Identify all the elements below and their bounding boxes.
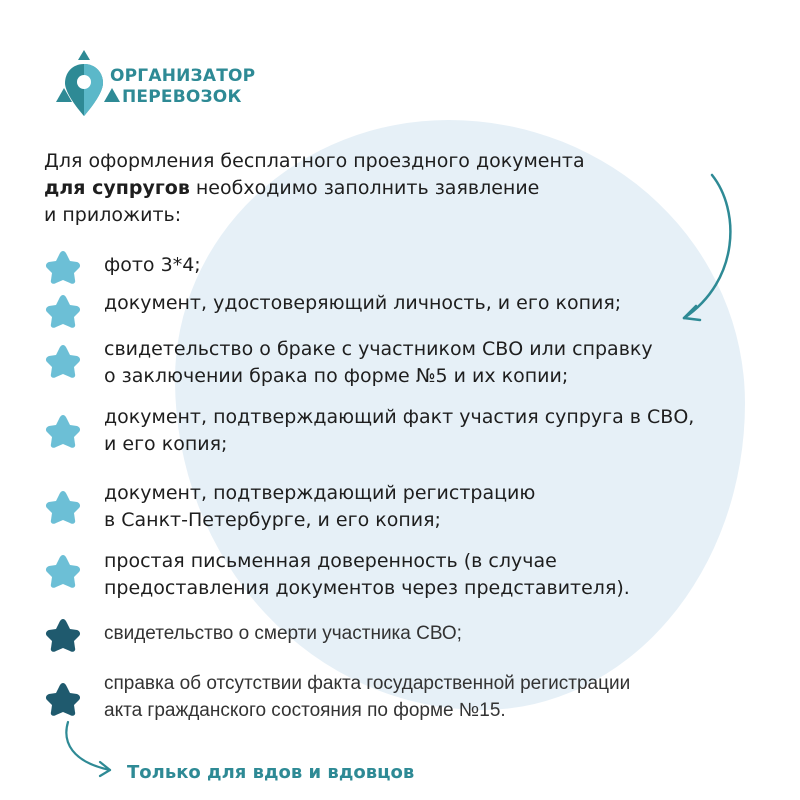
list-item-line-1: справка об отсутствии факта государственной регистрации <box>104 673 631 694</box>
list-item-text <box>104 670 784 724</box>
logo-text <box>110 66 255 108</box>
list-item-line-2: и его копия; <box>104 433 228 455</box>
list-item-line-2: о заключении брака по форме №5 и их копии; <box>104 365 569 387</box>
star-icon <box>43 616 83 656</box>
list-item-line-1: свидетельство о смерти участника СВО; <box>104 623 462 644</box>
star-icon <box>43 412 83 452</box>
list-item-line-1: фото 3*4; <box>104 254 201 276</box>
star-icon <box>43 342 83 382</box>
list-item <box>0 480 800 540</box>
list-item-text <box>104 290 784 317</box>
list-item-text <box>104 336 784 390</box>
star-icon <box>43 488 83 528</box>
list-item-line-1: документ, подтверждающий факт участия супруга в СВО, <box>104 406 695 428</box>
intro-line-2 <box>44 175 654 202</box>
intro-line-2-rest: необходимо заполнить заявление <box>189 177 540 199</box>
intro-line-3: и приложить: <box>44 204 182 226</box>
intro-text <box>44 148 654 229</box>
list-item-line-1: документ, удостоверяющий личность, и его копия; <box>104 292 622 314</box>
logo-line-2: ПЕРЕВОЗОК <box>122 87 242 107</box>
star-icon <box>43 552 83 592</box>
list-item-line-2: акта гражданского состояния по форме №15. <box>104 700 506 721</box>
list-item-text <box>104 620 784 647</box>
list-item-line-2: в Санкт-Петербурге, и его копия; <box>104 509 441 531</box>
curved-arrow-icon <box>58 718 128 778</box>
list-item <box>0 336 800 396</box>
list-item <box>0 552 800 612</box>
list-item-text <box>104 404 784 458</box>
list-item <box>0 614 800 674</box>
star-icon <box>43 248 83 288</box>
star-icon <box>43 292 83 332</box>
list-item-line-1: свидетельство о браке с участником СВО или справку <box>104 338 653 360</box>
list-item-line-1: простая письменная доверенность (в случае <box>104 550 557 572</box>
intro-line-1: Для оформления бесплатного проездного документа <box>44 150 585 172</box>
list-item-line-2: предоставления документов через представителя). <box>104 577 630 599</box>
intro-bold: для супругов <box>44 177 190 199</box>
list-item-text <box>104 252 784 279</box>
footer-note: Только для вдов и вдовцов <box>127 762 415 783</box>
list-item-text <box>104 548 784 602</box>
logo-line-1: ОРГАНИЗАТОР <box>110 66 256 86</box>
star-icon <box>43 680 83 720</box>
list-item-text <box>104 480 784 534</box>
list-item-line-1: документ, подтверждающий регистрацию <box>104 482 536 504</box>
list-item <box>0 404 800 464</box>
